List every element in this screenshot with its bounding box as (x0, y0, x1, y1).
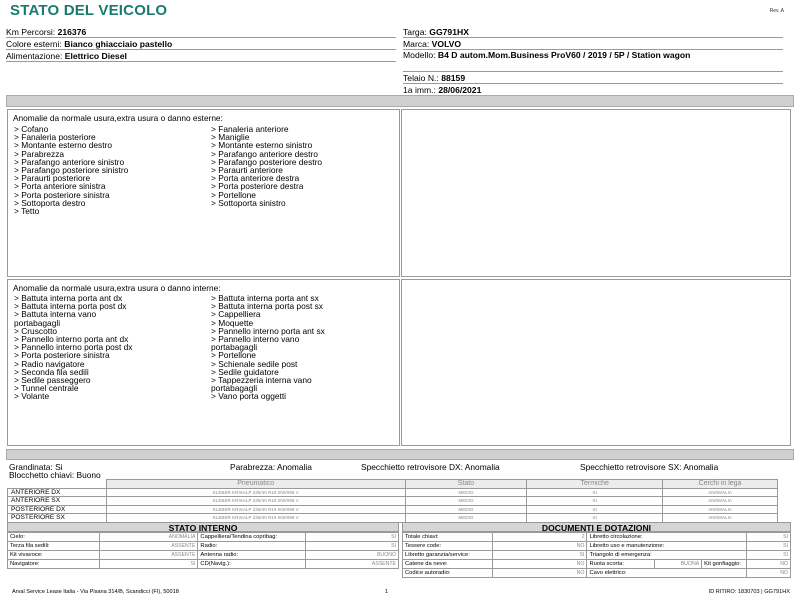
damage-item: > Paraurti posteriore (14, 173, 91, 184)
stato-interno-value: ASSENTE (99, 542, 198, 551)
separator-band-2 (6, 449, 794, 460)
stato-interno-label: Radio: (198, 542, 306, 551)
damage-item: > Radio navigatore (14, 358, 85, 369)
damage-item: > Porta posteriore sinistra (14, 350, 110, 361)
exterior-photo-panel (401, 109, 791, 277)
documenti-row (403, 560, 791, 569)
damage-item: portabagagli (14, 317, 61, 328)
documenti-table (402, 532, 791, 578)
tyre-winter: SI (527, 505, 663, 514)
color-value: Bianco ghiacciaio pastello (64, 39, 173, 49)
damage-item: > Schienale sedile post (211, 358, 298, 369)
stato-interno-label: Antenna radio: (198, 551, 306, 560)
plate-value: GG791HX (429, 27, 469, 37)
documenti-label: Libretto garanzia/service: (403, 551, 493, 560)
footer-address: Arval Service Lease Italia - Via Pisana 314/B, Scandicci (FI), 50018 (12, 589, 179, 595)
tyre-alloy: ANOMALIA (663, 514, 778, 523)
documenti-row (403, 569, 791, 578)
damage-item: > Paraurti anteriore (211, 165, 283, 176)
brand-row: Marca: VOLVO (403, 38, 783, 50)
damage-item: > Parafango anteriore destro (211, 148, 318, 159)
tyre-position: POSTERIORE DX (8, 505, 107, 514)
stato-interno-table (7, 532, 399, 569)
footer-page-number: 1 (385, 589, 389, 595)
documenti-value: BUONA (655, 560, 702, 569)
documenti-label: Totale chiavi: (403, 533, 493, 542)
documenti-row (403, 533, 791, 542)
documenti-value: SI (492, 551, 587, 560)
model-value: B4 D autom.Mom.Business ProV60 / 2019 / 5P / Station wagon (437, 50, 691, 60)
tyre-model: KLEBER KRISALP 235/40 R19 000/096 V (106, 488, 405, 497)
tyre-model: KLEBER KRISALP 235/40 R19 000/096 V (106, 505, 405, 514)
documenti-label: Codice autoradio: (403, 569, 493, 578)
documenti-title: DOCUMENTI E DOTAZIONI (402, 522, 791, 532)
documenti-label: Ruota scorta: (587, 560, 655, 569)
tyre-state: MEDIO (405, 488, 527, 497)
stato-interno-value: SI (99, 560, 198, 569)
stato-interno-row (8, 533, 399, 542)
footer-id: ID RITIRO: 1830703 | GG791HX (708, 589, 790, 595)
tyre-state: MEDIO (405, 514, 527, 523)
model-row: Modello: B4 D autom.Mom.Business ProV60 / 2019 / 5P / Station wagon (403, 50, 783, 72)
tyres-table (7, 479, 778, 523)
interior-damage-list-left (14, 294, 133, 401)
damage-item: > Parafango anteriore sinistro (14, 156, 125, 167)
damage-item: > Battuta interna porta post dx (14, 301, 127, 312)
damage-item: > Seconda fila sedili (14, 366, 89, 377)
documenti-label: Cavo elettrico: (587, 569, 747, 578)
damage-item: > Sedile guidatore (211, 366, 279, 377)
stato-interno-label: Cappelliera/Tendina copribag: (198, 533, 306, 542)
stato-interno-row (8, 560, 399, 569)
tyre-alloy: ANOMALIA (663, 488, 778, 497)
stato-interno-label: Terza fila sedili: (8, 542, 100, 551)
stato-interno-value: BUONO (306, 551, 399, 560)
damage-item: > Parafango posteriore sinistro (14, 165, 129, 176)
damage-item: > Sottoporta destro (14, 197, 86, 208)
documenti-row (403, 542, 791, 551)
damage-item: portabagagli (211, 342, 258, 353)
registration-row: 1a imm.: 28/06/2021 (403, 84, 783, 96)
tyres-header-alloy: Cerchi in lega (663, 480, 778, 489)
documenti-label: Libretto circolazione: (587, 533, 747, 542)
damage-item: > Fanaleria anteriore (211, 124, 289, 134)
stato-interno-section (7, 522, 399, 569)
damage-item: > Sedile passeggero (14, 375, 91, 386)
stato-interno-title: STATO INTERNO (7, 522, 399, 532)
damage-item: > Maniglie (211, 132, 250, 143)
tyre-alloy: ANOMALIA (663, 497, 778, 506)
documenti-label: Libretto uso e manutenzione: (587, 542, 747, 551)
documenti-value: NO (492, 569, 587, 578)
tyre-model: KLEBER KRISALP 235/40 R19 000/096 V (106, 497, 405, 506)
tyres-header-tyre: Pneumatico (106, 480, 405, 489)
registration-value: 28/06/2021 (438, 85, 482, 95)
damage-item: > Pannello interno porta ant sx (211, 325, 325, 336)
documenti-value: NO (747, 560, 791, 569)
tyres-header-winter: Termiche (527, 480, 663, 489)
documenti-value: NO (492, 560, 587, 569)
damage-item: > Montante esterno sinistro (211, 140, 313, 151)
interior-photo-panel (401, 279, 791, 446)
km-value: 216376 (57, 27, 87, 37)
damage-item: > Moquette (211, 317, 254, 328)
interior-damage-title: Anomalie da normale usura,extra usura o danno interne: (13, 283, 221, 293)
tyre-winter: SI (527, 488, 663, 497)
damage-item: > Cruscotto (14, 325, 58, 336)
stato-interno-label: Cielo: (8, 533, 100, 542)
damage-item: > Portellone (211, 350, 256, 361)
tyres-header-state: Stato (405, 480, 527, 489)
fuel-value: Elettrico Diesel (64, 51, 127, 61)
damage-item: > Battuta interna porta ant sx (211, 293, 319, 303)
stato-interno-value: ASSENTE (306, 560, 399, 569)
stato-interno-label: Navigatore: (8, 560, 100, 569)
interior-damage-list-right (211, 294, 325, 401)
documenti-label: Tessere code: (403, 542, 493, 551)
vehicle-info-right (403, 26, 783, 96)
documenti-value: SI (747, 533, 791, 542)
tyre-model: KLEBER KRISALP 235/40 R19 000/096 V (106, 514, 405, 523)
stato-interno-value: ASSENTE (99, 551, 198, 560)
windshield-status: Parabrezza: Anomalia (230, 462, 312, 472)
tyre-row (8, 488, 778, 497)
damage-item: > Battuta interna porta ant dx (14, 293, 123, 303)
documenti-value: SI (747, 542, 791, 551)
tyre-position: ANTERIORE DX (8, 488, 107, 497)
stato-interno-value: ANOMALIA (99, 533, 198, 542)
exterior-damage-title: Anomalie da normale usura,extra usura o danno esterne: (13, 113, 223, 123)
damage-item: > Vano porta oggetti (211, 391, 287, 402)
documenti-value: NO (492, 542, 587, 551)
damage-item: > Volante (14, 391, 50, 402)
key-block-status: Blocchetto chiavi: Buono (9, 470, 101, 480)
tyre-alloy: ANOMALIA (663, 505, 778, 514)
documenti-value: NO (747, 569, 791, 578)
tyre-row (8, 497, 778, 506)
damage-item: > Battuta interna vano (14, 309, 97, 320)
stato-interno-value: SI (306, 542, 399, 551)
damage-item: > Cappelliera (211, 309, 261, 320)
exterior-damage-panel (7, 109, 400, 277)
revision-label: Rev. A (769, 8, 784, 14)
tyre-position: ANTERIORE SX (8, 497, 107, 506)
damage-item: > Pannello interno porta post dx (14, 342, 133, 353)
mirror-sx-status: Specchietto retrovisore SX: Anomalia (580, 462, 719, 472)
documenti-label: Triangolo di emergenza: (587, 551, 747, 560)
documenti-row (403, 551, 791, 560)
stato-interno-label: CD(Navig.): (198, 560, 306, 569)
tyre-winter: SI (527, 497, 663, 506)
damage-item: > Porta posteriore destra (211, 181, 304, 192)
damage-item: > Cofano (14, 124, 49, 134)
damage-item: > Battuta interna porta post sx (211, 301, 323, 312)
tyre-state: MEDIO (405, 505, 527, 514)
fuel-row: Alimentazione: Elettrico Diesel (6, 50, 396, 62)
tyre-position: POSTERIORE SX (8, 514, 107, 523)
damage-item: > Fanaleria posteriore (14, 132, 96, 143)
damage-item: > Sottoporta sinistro (211, 197, 286, 208)
page-title: STATO DEL VEICOLO (10, 2, 168, 19)
vehicle-info-left (6, 26, 396, 62)
tyre-row (8, 505, 778, 514)
documenti-section (402, 522, 791, 578)
chassis-row: Telaio N.: 88159 (403, 72, 783, 84)
damage-item: > Portellone (211, 189, 256, 200)
stato-interno-label: Kit vivavoce: (8, 551, 100, 560)
tyres-header-row (8, 480, 778, 489)
stato-interno-value: SI (306, 533, 399, 542)
km-row: Km Percorsi: 216376 (6, 26, 396, 38)
interior-damage-panel (7, 279, 400, 446)
damage-item: > Tappezzeria interna vano (211, 375, 312, 386)
stato-interno-row (8, 551, 399, 560)
damage-item: > Tetto (14, 206, 40, 217)
documenti-label: Catene da neve: (403, 560, 493, 569)
exterior-damage-list-right (211, 125, 322, 207)
damage-item: portabagagli (211, 383, 258, 394)
damage-item: > Tunnel centrale (14, 383, 79, 394)
chassis-value: 88159 (441, 73, 466, 83)
tyre-winter: SI (527, 514, 663, 523)
damage-item: > Porta posteriore sinistra (14, 189, 110, 200)
damage-item: > Porta anteriore destra (211, 173, 300, 184)
brand-value: VOLVO (431, 39, 462, 49)
color-row: Colore esterni: Bianco ghiacciaio pastello (6, 38, 396, 50)
documenti-label: Kit gonfiaggio: (702, 560, 747, 569)
documenti-value: SI (747, 551, 791, 560)
exterior-damage-list-left (14, 125, 128, 215)
damage-item: > Montante esterno destro (14, 140, 113, 151)
tyre-state: MEDIO (405, 497, 527, 506)
damage-item: > Parabrezza (14, 148, 65, 159)
hail-status: Grandinata: Si (9, 462, 63, 472)
separator-band (6, 95, 794, 107)
damage-item: > Pannello interno porta ant dx (14, 334, 129, 345)
documenti-value: 2 (492, 533, 587, 542)
mirror-dx-status: Specchietto retrovisore DX: Anomalia (361, 462, 500, 472)
damage-item: > Porta anteriore sinistra (14, 181, 106, 192)
damage-item: > Parafango posteriore destro (211, 156, 323, 167)
plate-row: Targa: GG791HX (403, 26, 783, 38)
stato-interno-row (8, 542, 399, 551)
damage-item: > Pannello interno vano (211, 334, 300, 345)
